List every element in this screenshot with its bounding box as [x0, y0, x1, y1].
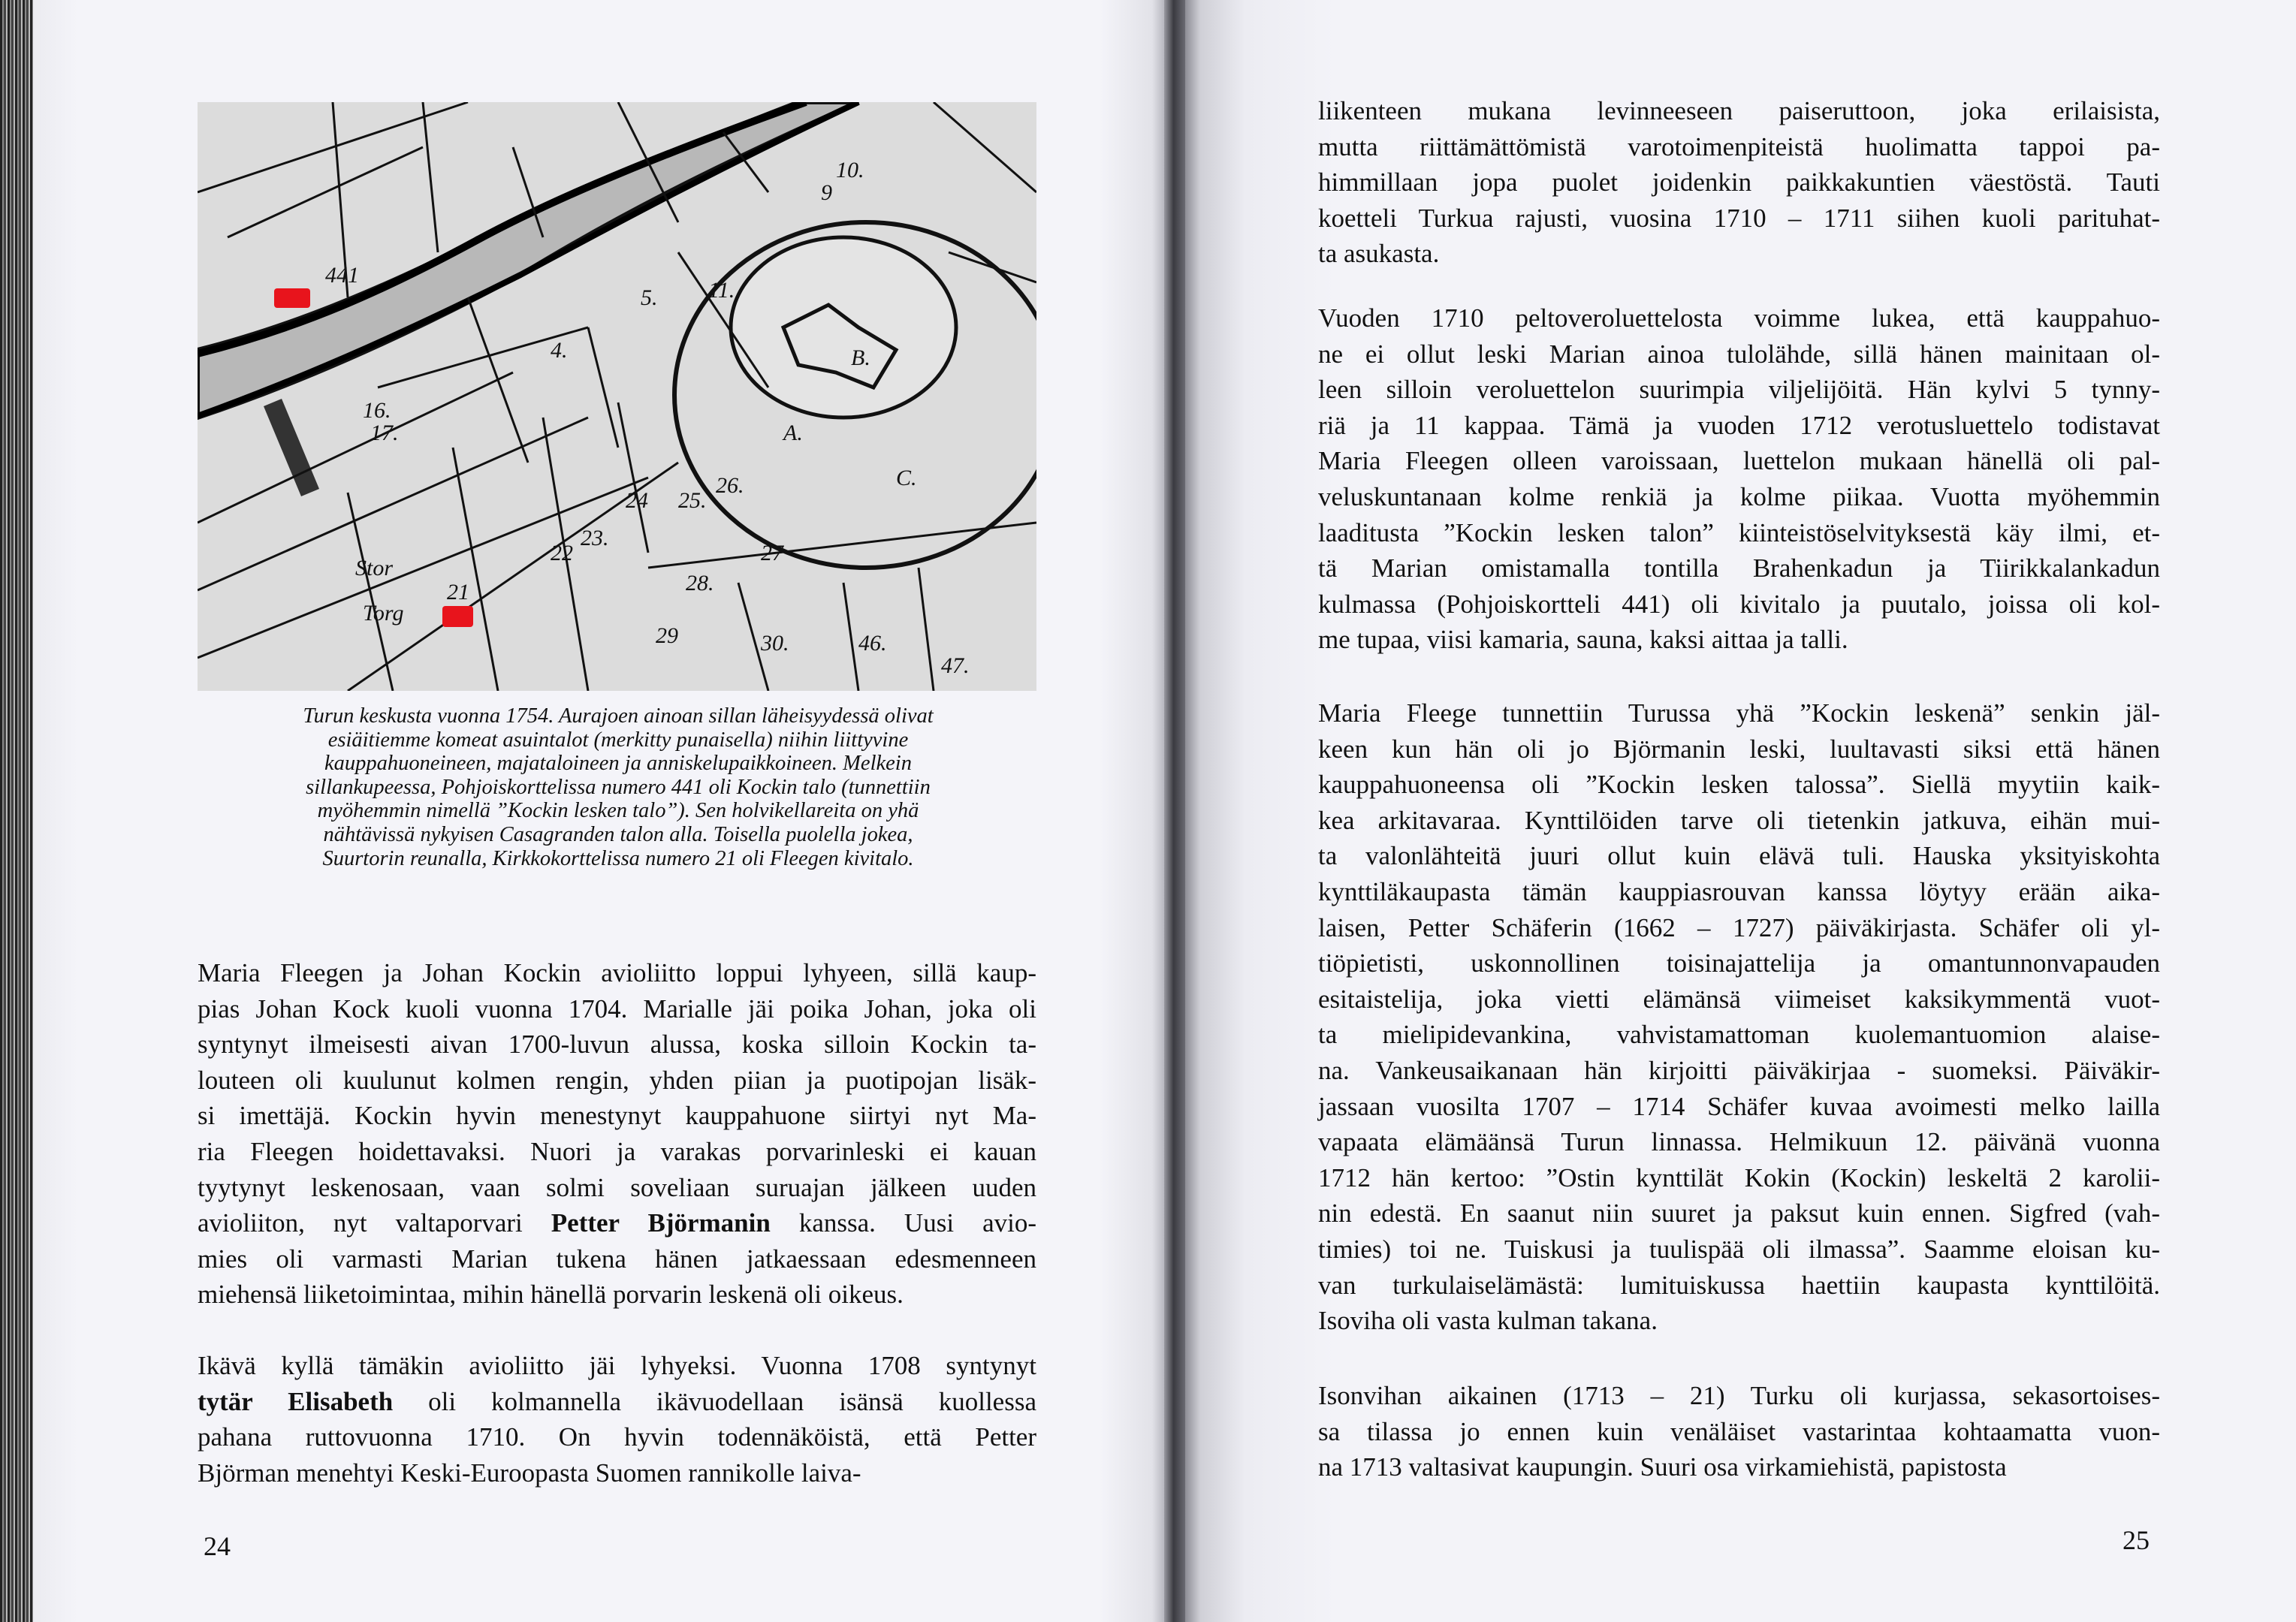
map-label: 26. — [716, 473, 744, 498]
book-edge — [0, 0, 33, 1622]
text-segment: riä ja 11 kappaa. Tämä ja vuoden 1712 verotusluettelo todistavat — [1318, 410, 2160, 440]
map-label: 28. — [686, 571, 714, 595]
text-line — [1318, 515, 2160, 551]
text-segment: laisen, Petter Schäferin (1662 – 1727) päiväkirjasta. Schäfer oli yl- — [1318, 912, 2160, 942]
text-segment: sa tilassa jo ennen kuin venäläiset vastarintaa kohtaamatta vuon- — [1318, 1416, 2160, 1446]
caption-line: Turun keskusta vuonna 1754. Aurajoen ainoan sillan läheisyydessä olivat — [303, 704, 934, 728]
text-line — [1318, 695, 2160, 731]
text-line — [1318, 1017, 2160, 1053]
text-line — [1318, 1449, 2160, 1485]
text-line — [1318, 1053, 2160, 1089]
text-line — [1318, 731, 2160, 767]
text-segment: Maria Fleegen olleen varoissaan, luettelon mukaan hänellä oli pal- — [1318, 446, 2160, 476]
text-segment: oli kolmannella ikävuodellaan isänsä kuollessa — [393, 1386, 1036, 1416]
map-label: 25. — [678, 488, 707, 513]
text-line — [1318, 803, 2160, 839]
map-label: 29 — [656, 623, 678, 648]
text-segment: kulmassa (Pohjoiskortteli 441) oli kivitalo ja puutalo, joissa oli kol- — [1318, 589, 2160, 619]
caption-line: myöhemmin nimellä ”Kockin lesken talo”). Sen holvikellareita on yhä — [317, 799, 919, 823]
text-segment: pias Johan Kock kuoli vuonna 1704. Marialle jäi poika Johan, joka oli — [198, 993, 1036, 1024]
text-line — [198, 1205, 1036, 1241]
text-line — [198, 1419, 1036, 1455]
map-caption — [213, 704, 1024, 870]
historical-map-turku-1754 — [198, 102, 1036, 691]
text-line — [1318, 1414, 2160, 1450]
text-line — [1318, 586, 2160, 623]
text-line — [198, 955, 1036, 991]
text-line — [198, 1170, 1036, 1206]
text-line — [1318, 622, 2160, 658]
text-segment: himmillaan jopa puolet joidenkin paikkakuntien väestöstä. Tauti — [1318, 167, 2160, 197]
text-line — [1318, 129, 2160, 165]
paragraph — [198, 1348, 1036, 1491]
map-label: 24 — [626, 488, 648, 513]
text-segment: Isonvihan aikainen (1713 – 21) Turku oli kurjassa, sekasortoises- — [1318, 1381, 2160, 1410]
caption-line: nähtävissä nykyisen Casagranden talon alla. Toisella puolella jokea, — [323, 822, 913, 846]
text-segment: kea arkitavaraa. Kynttilöiden tarve oli tietenkin jatkuva, eihän mui- — [1318, 805, 2160, 835]
text-line — [1318, 1303, 2160, 1339]
text-segment: avioliiton, nyt valtaporvari — [198, 1208, 551, 1238]
text-line — [1318, 910, 2160, 946]
text-segment: Maria Fleege tunnettiin Turussa yhä ”Kockin leskenä” senkin jäl- — [1318, 698, 2160, 728]
text-segment: mies oli varmasti Marian tukena hänen jatkaessaan edesmenneen — [198, 1244, 1036, 1274]
text-segment: kynttiläkaupasta tämän kauppiasrouvan kanssa löytyy erään aika- — [1318, 876, 2160, 906]
text-line — [1318, 200, 2160, 237]
text-line — [198, 991, 1036, 1027]
text-segment: ria Fleegen hoidettavaksi. Nuori ja varakas porvarinleski ei kauan — [198, 1136, 1036, 1166]
text-segment: liikenteen mukana levinneeseen paiseruttoon, joka erilaisista, — [1318, 96, 2160, 125]
text-segment: louteen oli kuulunut kolmen rengin, yhden piian ja puotipojan lisäk- — [198, 1065, 1036, 1095]
map-label: 9 — [821, 180, 832, 205]
text-segment: veluskuntanaan kolme renkiä ja kolme piikaa. Vuotta myöhemmin — [1318, 481, 2160, 511]
map-label: 16. — [363, 398, 391, 423]
text-segment: miehensä liiketoimintaa, mihin hänellä porvarin leskenä oli oikeus. — [198, 1280, 904, 1310]
text-line — [1318, 300, 2160, 336]
map-label: 21 — [447, 580, 469, 604]
map-label: 23. — [581, 526, 609, 550]
text-segment: na. Vankeusaikanaan hän kirjoitti päiväkirjaa - suomeksi. Päiväkir- — [1318, 1055, 2160, 1085]
text-line — [198, 1134, 1036, 1170]
map-label: 4. — [551, 338, 568, 363]
text-segment: koetteli Turkua rajusti, vuosina 1710 – 1711 siihen kuoli parituhat- — [1318, 203, 2160, 233]
text-line — [1318, 838, 2160, 874]
text-line — [1318, 1232, 2160, 1268]
text-segment: keen kun hän oli jo Björmanin leski, luultavasti siksi että hänen — [1318, 734, 2160, 764]
text-segment: pahana ruttovuonna 1710. On hyvin todennäköistä, että Petter — [198, 1422, 1036, 1452]
caption-line: sillankupeessa, Pohjoiskorttelissa numero 441 oli Kockin talo (tunnettiin — [306, 775, 931, 799]
text-line — [1318, 236, 2160, 272]
map-label: Torg — [363, 601, 404, 626]
text-line — [1318, 1124, 2160, 1160]
text-line — [198, 1277, 1036, 1313]
text-segment: ta valonlähteitä juuri ollut kuin elävä tuli. Hauska yksityiskohta — [1318, 841, 2160, 871]
text-segment: ne ei ollut leski Marian ainoa tulolähde, sillä hänen mainitaan ol- — [1318, 339, 2160, 369]
text-line — [1318, 479, 2160, 515]
text-segment: tä Marian omistamalla tontilla Brahenkadun ja Tiirikkalankadun — [1318, 553, 2160, 583]
text-segment: ta mielipidevankina, vahvistamattoman kuolemantuomion alaise- — [1318, 1020, 2160, 1050]
text-segment: Ikävä kyllä tämäkin avioliitto jäi lyhyeksi. Vuonna 1708 syntynyt — [198, 1351, 1036, 1380]
text-segment: kanssa. Uusi avio- — [770, 1208, 1036, 1238]
paragraph — [198, 955, 1036, 1313]
text-line — [198, 1455, 1036, 1491]
paragraph — [1318, 1378, 2160, 1485]
text-line — [198, 1348, 1036, 1384]
text-segment: Maria Fleegen ja Johan Kockin avioliitto loppui lyhyeen, sillä kaup- — [198, 958, 1036, 987]
text-segment: nin edestä. En saanut niin suuret ja paksut kuin ennen. Sigfred (vah- — [1318, 1198, 2160, 1229]
text-line — [1318, 550, 2160, 586]
text-line — [1318, 408, 2160, 444]
red-marker-fleege-house — [442, 606, 473, 627]
text-segment: tyytynyt leskenosaan, vaan solmi soveliaan suruajan jälkeen uuden — [198, 1172, 1036, 1202]
text-line — [1318, 1089, 2160, 1125]
map-label: 46. — [858, 631, 887, 656]
map-label: 27 — [761, 541, 783, 565]
text-segment: vapaata elämäänsä Turun linnassa. Helmikuun 12. päivänä vuonna — [1318, 1127, 2160, 1157]
text-line — [1318, 1160, 2160, 1196]
map-label: 10. — [836, 158, 864, 182]
caption-line: esiäitiemme komeat asuintalot (merkitty punaisella) niihin liittyvine — [327, 728, 909, 752]
text-segment: kauppahuoneensa oli ”Kockin lesken talossa”. Siellä myytiin kaik- — [1318, 770, 2160, 800]
text-segment: 1712 hän kertoo: ”Ostin kynttilät Kokin (Kockin) leskeltä 2 karolii- — [1318, 1162, 2160, 1192]
map-label: 11. — [708, 278, 735, 303]
bold-name: tytär Elisabeth — [198, 1386, 394, 1416]
map-drawing — [198, 102, 1036, 691]
map-label: Stor — [355, 556, 394, 580]
text-line — [198, 1384, 1036, 1420]
text-line — [1318, 981, 2160, 1018]
text-line — [1318, 1378, 2160, 1414]
text-segment: me tupaa, viisi kamaria, sauna, kaksi aittaa ja talli. — [1318, 625, 1848, 655]
page-number-right: 25 — [2123, 1525, 2150, 1555]
map-label: 441 — [325, 263, 359, 288]
text-segment: tiöpietisti, uskonnollinen toisinajattelija ja omantunnonvapauden — [1318, 948, 2160, 978]
text-segment: si imettäjä. Kockin hyvin menestynyt kauppahuone siirtyi nyt Ma- — [198, 1101, 1036, 1131]
text-line — [1318, 93, 2160, 129]
text-line — [1318, 1268, 2160, 1304]
text-segment: Björman menehtyi Keski-Euroopasta Suomen rannikolle laiva- — [198, 1458, 861, 1488]
map-label: 30. — [761, 631, 789, 656]
map-label: 22 — [551, 541, 573, 565]
text-line — [198, 1027, 1036, 1063]
text-line — [198, 1098, 1036, 1134]
text-segment: timies) toi ne. Tuiskusi ja tuulispää oli ilmassa”. Saamme eloisan ku- — [1318, 1234, 2160, 1264]
map-label: 17. — [370, 421, 399, 445]
text-segment: Isoviha oli vasta kulman takana. — [1318, 1306, 1658, 1336]
map-label: 5. — [641, 285, 658, 310]
text-segment: laaditusta ”Kockin lesken talon” kiinteistöselvityksestä käy ilmi, et- — [1318, 517, 2160, 547]
text-segment: van turkulaiselämästä: lumituiskussa haettiin kaupasta kynttilöitä. — [1318, 1270, 2160, 1300]
text-segment: Vuoden 1710 peltoveroluettelosta voimme lukea, että kauppahuo- — [1318, 303, 2160, 333]
paragraph — [1318, 300, 2160, 658]
map-label: C. — [896, 466, 917, 490]
map-label: B. — [851, 345, 870, 370]
text-segment: na 1713 valtasivat kaupungin. Suuri osa virkamiehistä, papistosta — [1318, 1452, 2007, 1482]
text-segment: ta asukasta. — [1318, 239, 1440, 269]
text-line — [1318, 874, 2160, 910]
text-line — [1318, 336, 2160, 372]
text-line — [198, 1063, 1036, 1099]
map-label: 47. — [941, 653, 970, 678]
red-marker-kock-house — [274, 288, 310, 308]
caption-line: kauppahuoneineen, majataloineen ja anniskelupaikkoineen. Melkein — [324, 752, 912, 776]
text-segment: leen silloin veroluettelon suurimpia viljelijöitä. Hän kylvi 5 tynny- — [1318, 375, 2160, 405]
text-segment: syntynyt ilmeisesti aivan 1700-luvun alussa, koska silloin Kockin ta- — [198, 1030, 1036, 1060]
text-line — [1318, 767, 2160, 803]
text-line — [1318, 945, 2160, 981]
map-label: A. — [783, 421, 803, 445]
bold-name: Petter Björmanin — [551, 1208, 771, 1238]
text-line — [1318, 372, 2160, 408]
paragraph — [1318, 93, 2160, 272]
text-segment: jassaan vuosilta 1707 – 1714 Schäfer kuvaa avoimesti melko lailla — [1318, 1091, 2160, 1121]
page-number-left: 24 — [204, 1531, 231, 1561]
text-line — [1318, 443, 2160, 479]
text-segment: mutta riittämättömistä varotoimenpiteistä huolimatta tappoi pa- — [1318, 131, 2160, 161]
text-line — [1318, 164, 2160, 200]
text-segment: esitaistelija, joka vietti elämänsä viimeiset kaksikymmentä vuot- — [1318, 984, 2160, 1014]
text-line — [1318, 1195, 2160, 1232]
paragraph — [1318, 695, 2160, 1339]
book-gutter — [1164, 0, 1185, 1622]
text-line — [198, 1241, 1036, 1277]
caption-line: Suurtorin reunalla, Kirkkokorttelissa numero 21 oli Fleegen kivitalo. — [322, 846, 914, 870]
